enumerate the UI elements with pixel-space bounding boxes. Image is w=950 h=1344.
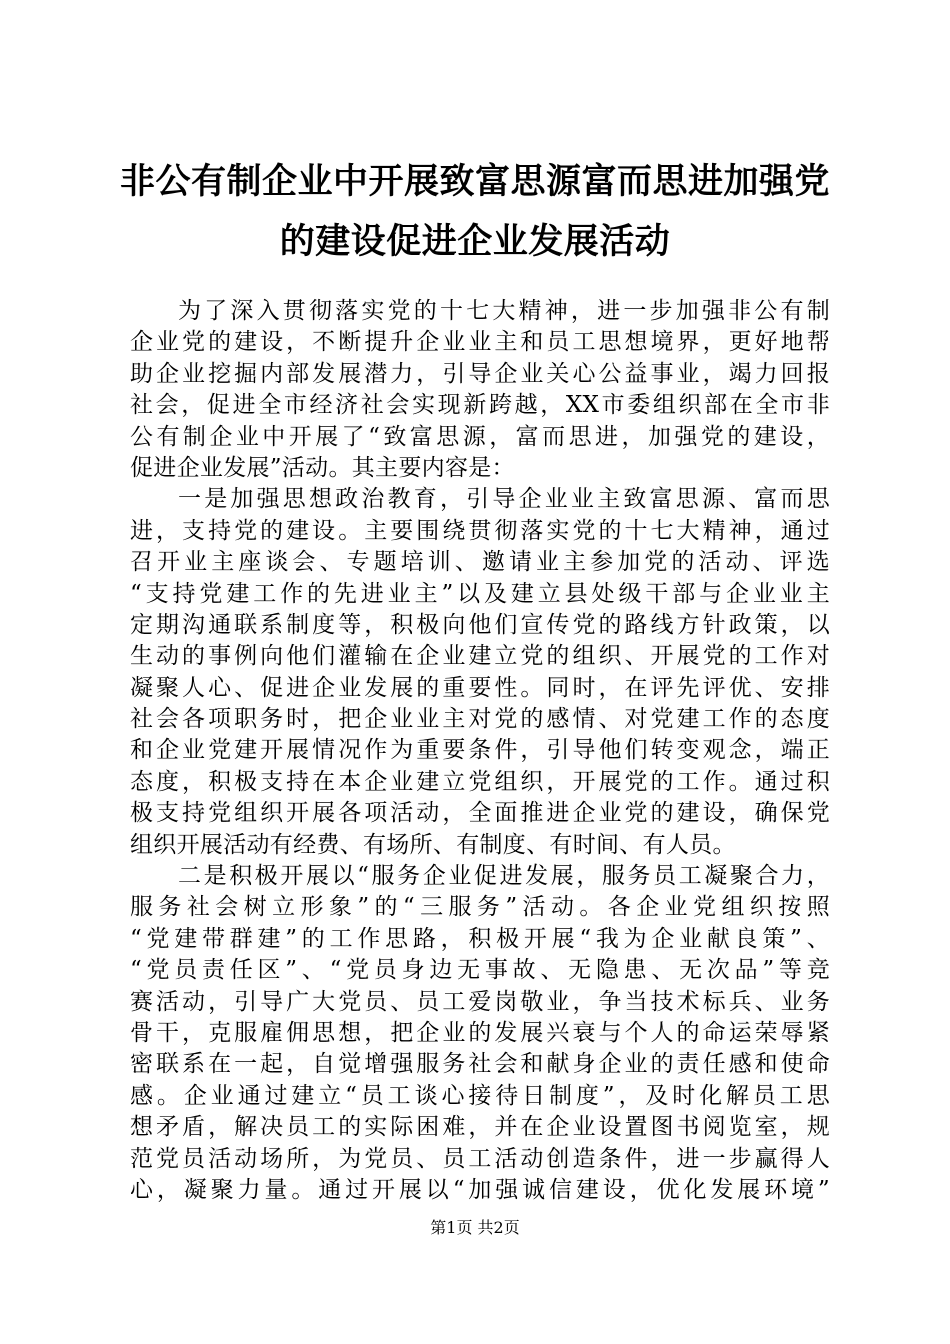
paragraph-line: 一是加强思想政治教育，引导企业业主致富思源、富而思 — [178, 486, 830, 513]
document-body — [130, 296, 830, 1206]
paragraph-line: 进，支持党的建设。主要围绕贯彻落实党的十七大精神，通过 — [130, 517, 830, 544]
paragraph-line: 密联系在一起，自觉增强服务社会和献身企业的责任感和使命 — [130, 1051, 830, 1078]
paragraph-line: 想矛盾，解决员工的实际困难，并在企业设置图书阅览室，规 — [130, 1114, 830, 1141]
paragraph-line: “党建带群建”的工作思路，积极开展“我为企业献良策”、 — [130, 925, 830, 952]
paragraph — [130, 861, 830, 1206]
page-footer: 第1页 共2页 — [430, 1218, 520, 1237]
paragraph — [130, 484, 830, 861]
paragraph-line: 范党员活动场所，为党员、员工活动创造条件，进一步赢得人 — [130, 1145, 830, 1172]
paragraph-line: 心，凝聚力量。通过开展以“加强诚信建设，优化发展环境” — [130, 1176, 830, 1203]
paragraph-line: 促进企业发展”活动。其主要内容是： — [130, 454, 515, 481]
paragraph-line: 企业党的建设，不断提升企业业主和员工思想境界，更好地帮 — [130, 329, 830, 356]
document-title-line-2: 的建设促进企业发展活动 — [279, 222, 671, 262]
paragraph-line: 态度，积极支持在本企业建立党组织，开展党的工作。通过积 — [130, 768, 830, 795]
paragraph-line: 社会，促进全市经济社会实现新跨越，XX市委组织部在全市非 — [130, 392, 830, 419]
paragraph-line: 服务社会树立形象”的“三服务”活动。各企业党组织按照 — [130, 894, 830, 921]
paragraph-line: 定期沟通联系制度等，积极向他们宣传党的路线方针政策，以 — [130, 611, 830, 638]
paragraph — [130, 296, 830, 484]
paragraph-line: 召开业主座谈会、专题培训、邀请业主参加党的活动、评选 — [130, 549, 830, 576]
paragraph-line: 和企业党建开展情况作为重要条件，引导他们转变观念，端正 — [130, 737, 830, 764]
paragraph-line: 助企业挖掘内部发展潜力，引导企业关心公益事业，竭力回报 — [130, 360, 830, 387]
paragraph-line: 感。企业通过建立“员工谈心接待日制度”，及时化解员工思 — [130, 1082, 830, 1109]
paragraph-line: 为了深入贯彻落实党的十七大精神，进一步加强非公有制 — [178, 298, 830, 324]
paragraph-line: 社会各项职务时，把企业业主对党的感情、对党建工作的态度 — [130, 706, 830, 733]
paragraph-line: 赛活动，引导广大党员、员工爱岗敬业，争当技术标兵、业务 — [130, 988, 830, 1015]
paragraph-line: 组织开展活动有经费、有场所、有制度、有时间、有人员。 — [130, 831, 736, 858]
paragraph-line: 极支持党组织开展各项活动，全面推进企业党的建设，确保党 — [130, 800, 830, 827]
document-title-line-1: 非公有制企业中开展致富思源富而思进加强党 — [119, 162, 830, 202]
paragraph-line: 公有制企业中开展了“致富思源，富而思进，加强党的建设， — [130, 423, 830, 450]
paragraph-line: 骨干，克服雇佣思想，把企业的发展兴衰与个人的命运荣辱紧 — [130, 1019, 830, 1046]
paragraph-line: “支持党建工作的先进业主”以及建立县处级干部与企业业主 — [130, 580, 830, 607]
paragraph-line: 二是积极开展以“服务企业促进发展，服务员工凝聚合力， — [178, 863, 830, 890]
paragraph-line: “党员责任区”、“党员身边无事故、无隐患、无次品”等竞 — [130, 957, 830, 984]
paragraph-line: 凝聚人心、促进企业发展的重要性。同时，在评先评优、安排 — [130, 674, 830, 701]
paragraph-line: 生动的事例向他们灌输在企业建立党的组织、开展党的工作对 — [130, 643, 830, 670]
